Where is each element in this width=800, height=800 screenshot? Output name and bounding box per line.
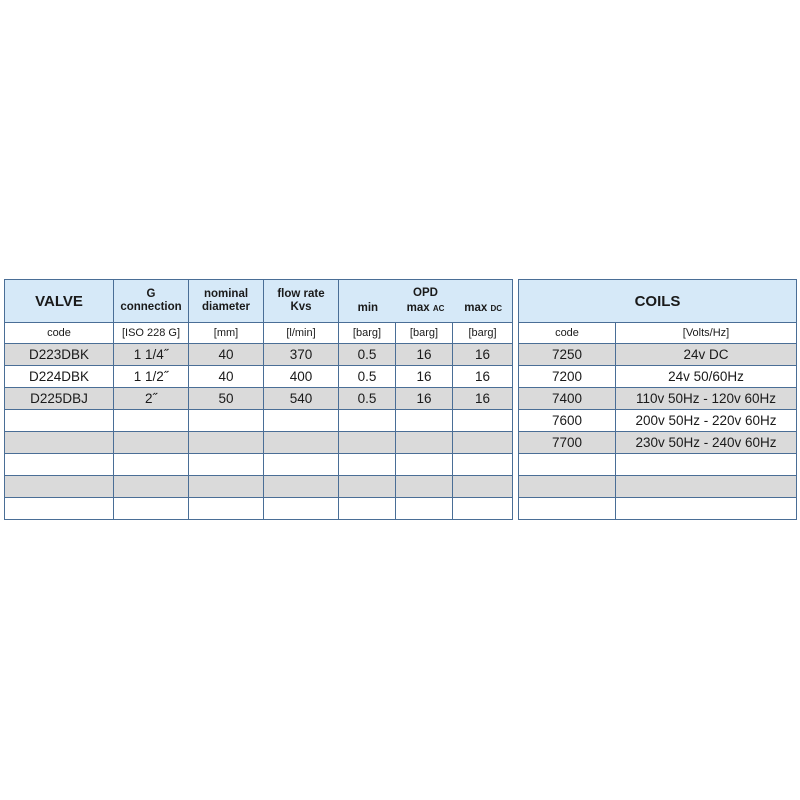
- cell: [396, 410, 453, 432]
- cell: [114, 410, 189, 432]
- cell: [616, 476, 797, 498]
- cell: 7700: [519, 432, 616, 454]
- cell: 0.5: [339, 366, 396, 388]
- cell: [396, 476, 453, 498]
- cell: D223DBK: [5, 344, 114, 366]
- table-row: [519, 388, 797, 410]
- cell: 230v 50Hz - 240v 60Hz: [616, 432, 797, 454]
- cell: [114, 498, 189, 520]
- table-row: [519, 344, 797, 366]
- cell: 16: [396, 344, 453, 366]
- cell: 24v DC: [616, 344, 797, 366]
- valve-header: VALVE: [5, 280, 114, 323]
- cell: [453, 410, 513, 432]
- opd-max-dc-header: [454, 302, 512, 315]
- table-row: [519, 454, 797, 476]
- cell: 16: [453, 388, 513, 410]
- cell: D225DBJ: [5, 388, 114, 410]
- cell: [5, 498, 114, 520]
- nominal-diameter-header-line1: nominal: [203, 288, 249, 300]
- opd-max-ac-header: [397, 302, 455, 315]
- cell: [339, 410, 396, 432]
- cell: [616, 454, 797, 476]
- cell: [519, 476, 616, 498]
- table-row: [5, 366, 513, 388]
- cell: [453, 432, 513, 454]
- cell: 7200: [519, 366, 616, 388]
- nominal-diameter-header-line2: diameter: [202, 301, 250, 313]
- coils-header-row: [519, 280, 797, 323]
- nominal-diameter-header: [189, 280, 264, 323]
- flow-rate-header-line2: Kvs: [290, 301, 312, 313]
- table-row: [519, 432, 797, 454]
- unit-cell: [ISO 228 G]: [114, 323, 189, 344]
- valve-spec-table: [4, 279, 513, 520]
- coils-header: COILS: [519, 280, 797, 323]
- cell: [264, 432, 339, 454]
- cell: 7600: [519, 410, 616, 432]
- flow-rate-header-line1: flow rate: [277, 288, 325, 300]
- cell: [114, 432, 189, 454]
- table-row: [5, 454, 513, 476]
- cell: [453, 476, 513, 498]
- cell: 1 1/2˝: [114, 366, 189, 388]
- unit-cell: [l/min]: [264, 323, 339, 344]
- cell: [189, 432, 264, 454]
- cell: [339, 498, 396, 520]
- cell: [616, 498, 797, 520]
- cell: 540: [264, 388, 339, 410]
- cell: 16: [453, 344, 513, 366]
- cell: 40: [189, 366, 264, 388]
- unit-cell: code: [519, 323, 616, 344]
- g-connection-header: [114, 280, 189, 323]
- cell: [5, 432, 114, 454]
- unit-cell: [barg]: [339, 323, 396, 344]
- cell: 0.5: [339, 388, 396, 410]
- cell: [264, 476, 339, 498]
- g-connection-header-line1: G: [146, 288, 156, 300]
- table-row: [5, 388, 513, 410]
- cell: [189, 498, 264, 520]
- unit-cell: [barg]: [396, 323, 453, 344]
- flow-rate-header: [264, 280, 339, 323]
- cell: 1 1/4˝: [114, 344, 189, 366]
- opd-min-header: [339, 302, 397, 315]
- cell: [396, 432, 453, 454]
- cell: [114, 476, 189, 498]
- cell: [453, 454, 513, 476]
- cell: 24v 50/60Hz: [616, 366, 797, 388]
- unit-cell: [Volts/Hz]: [616, 323, 797, 344]
- table-row: [5, 498, 513, 520]
- cell: 2˝: [114, 388, 189, 410]
- cell: [189, 476, 264, 498]
- cell: [264, 498, 339, 520]
- g-connection-header-line2: connection: [120, 301, 182, 313]
- opd-max-dc-sub: DC: [490, 304, 503, 313]
- cell: [264, 410, 339, 432]
- cell: 7250: [519, 344, 616, 366]
- cell: [519, 498, 616, 520]
- cell: 370: [264, 344, 339, 366]
- cell: [339, 476, 396, 498]
- cell: [114, 454, 189, 476]
- opd-header: [339, 280, 513, 323]
- table-row: [519, 498, 797, 520]
- cell: [264, 454, 339, 476]
- cell: 200v 50Hz - 220v 60Hz: [616, 410, 797, 432]
- table-row: [519, 410, 797, 432]
- valve-units-row: [5, 323, 513, 344]
- cell: 50: [189, 388, 264, 410]
- cell: [5, 454, 114, 476]
- cell: [453, 498, 513, 520]
- cell: [396, 498, 453, 520]
- cell: 16: [396, 388, 453, 410]
- table-row: [519, 366, 797, 388]
- opd-max-ac-sub: AC: [432, 304, 445, 313]
- table-row: [5, 432, 513, 454]
- opd-min-label: min: [357, 302, 379, 314]
- opd-max-ac-label: max: [406, 302, 430, 314]
- cell: [519, 454, 616, 476]
- cell: [5, 476, 114, 498]
- cell: 400: [264, 366, 339, 388]
- opd-subheaders: [339, 302, 512, 315]
- opd-max-dc-label: max: [464, 302, 488, 314]
- coils-units-row: [519, 323, 797, 344]
- cell: [339, 454, 396, 476]
- valve-header-row: [5, 280, 513, 323]
- cell: [339, 432, 396, 454]
- cell: 16: [453, 366, 513, 388]
- cell: 16: [396, 366, 453, 388]
- coils-spec-table: [518, 279, 797, 520]
- cell: D224DBK: [5, 366, 114, 388]
- table-row: [5, 476, 513, 498]
- cell: [396, 454, 453, 476]
- cell: [5, 410, 114, 432]
- unit-cell: [mm]: [189, 323, 264, 344]
- cell: 40: [189, 344, 264, 366]
- cell: 0.5: [339, 344, 396, 366]
- table-row: [5, 344, 513, 366]
- unit-cell: code: [5, 323, 114, 344]
- cell: 7400: [519, 388, 616, 410]
- opd-title: OPD: [413, 287, 438, 299]
- cell: 110v 50Hz - 120v 60Hz: [616, 388, 797, 410]
- table-row: [5, 410, 513, 432]
- unit-cell: [barg]: [453, 323, 513, 344]
- cell: [189, 454, 264, 476]
- cell: [189, 410, 264, 432]
- table-row: [519, 476, 797, 498]
